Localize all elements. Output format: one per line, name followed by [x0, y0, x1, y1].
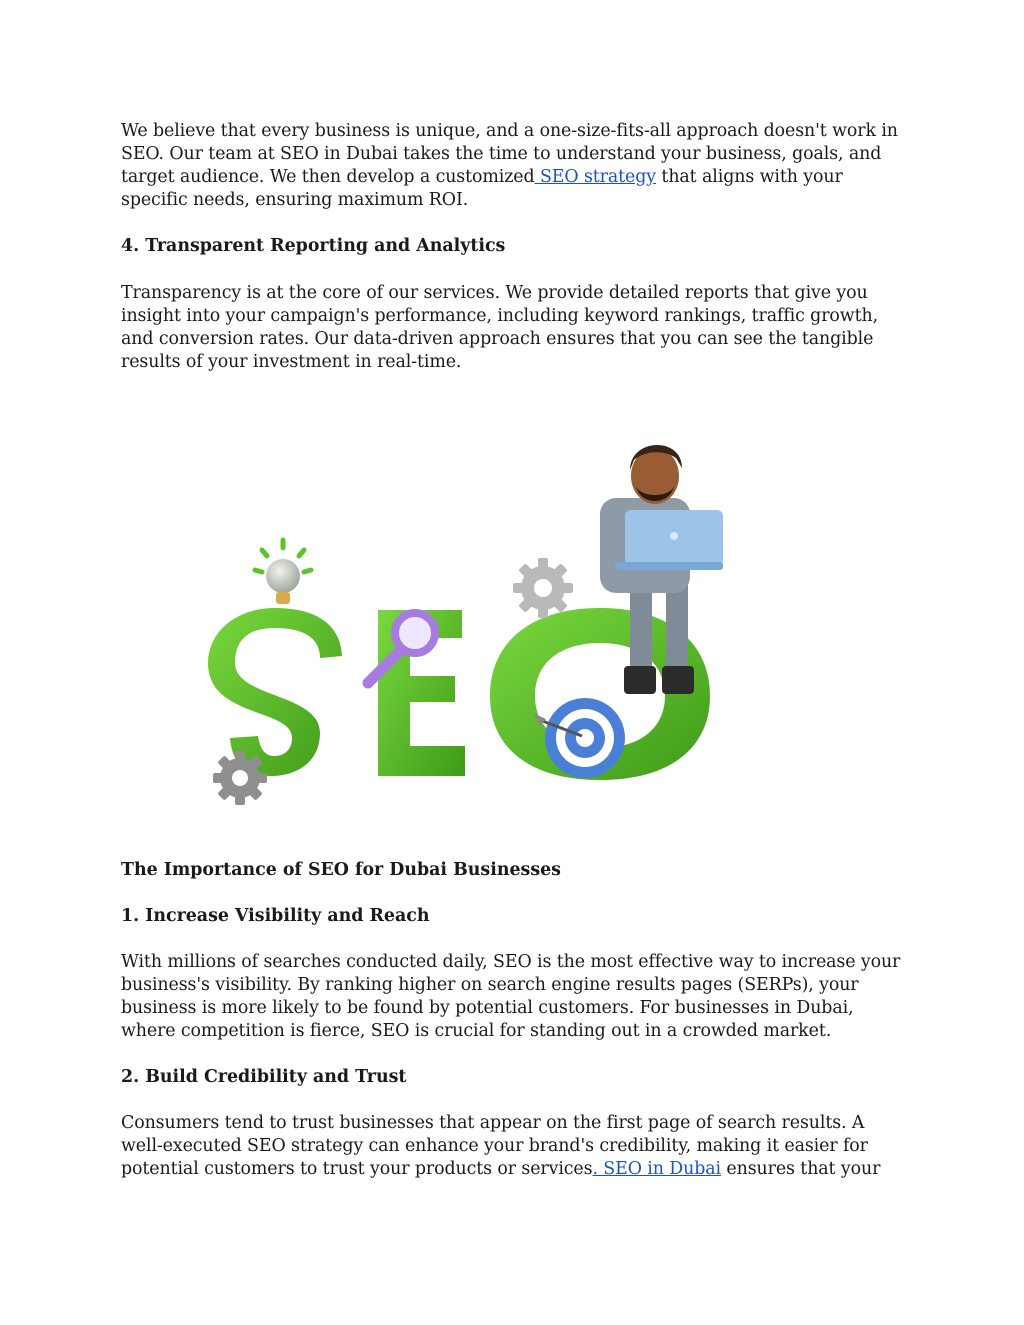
point2-heading: 2. Build Credibility and Trust [121, 1067, 407, 1087]
intro-text: We believe that every business is unique, and a one-size-fits-all approach doesn't work in SEO. Our team at SEO in Dubai takes the time to understand your business, goals, and target audience. We then develop a customized [121, 121, 898, 187]
letter-s [208, 608, 342, 776]
section4-paragraph: Transparency is at the core of our services. We provide detailed reports that give you insight into your campaign's performance, including keyword rankings, traffic growth, and conversion rates. Our data-driven approach ensures that you can see the tangible results of your investment in real-time. [121, 283, 879, 372]
gear-icon [513, 558, 573, 618]
point2-text: Consumers tend to trust businesses that appear on the first page of search results. A well-executed SEO strategy can enhance your brand's credibility, making it easier for potential customers to trust your products or services [121, 1113, 868, 1179]
point2-text-end: ensures that your [721, 1159, 881, 1179]
intro-text-end: that aligns with your specific needs, ensuring maximum ROI. [121, 167, 843, 210]
intro-paragraph [121, 120, 911, 212]
section4-heading: 4. Transparent Reporting and Analytics [121, 236, 506, 256]
point1-paragraph: With millions of searches conducted daily, SEO is the most effective way to increase your business's visibility. By ranking higher on search engine results pages (SERPs), your business is more likely to be found by potential customers. For businesses in Dubai, where competition is fierce, SEO is crucial for standing out in a crowded market. [121, 952, 901, 1041]
importance-heading: The Importance of SEO for Dubai Businesses [121, 860, 561, 880]
seo-illustration [200, 428, 740, 828]
point1-heading: 1. Increase Visibility and Reach [121, 906, 430, 926]
seo-in-dubai-link[interactable]: . SEO in Dubai [592, 1159, 721, 1179]
point2-paragraph [121, 1112, 911, 1181]
seo-strategy-link[interactable]: SEO strategy [534, 167, 656, 187]
gear-icon-small [213, 751, 267, 805]
lightbulb-icon [255, 540, 311, 604]
